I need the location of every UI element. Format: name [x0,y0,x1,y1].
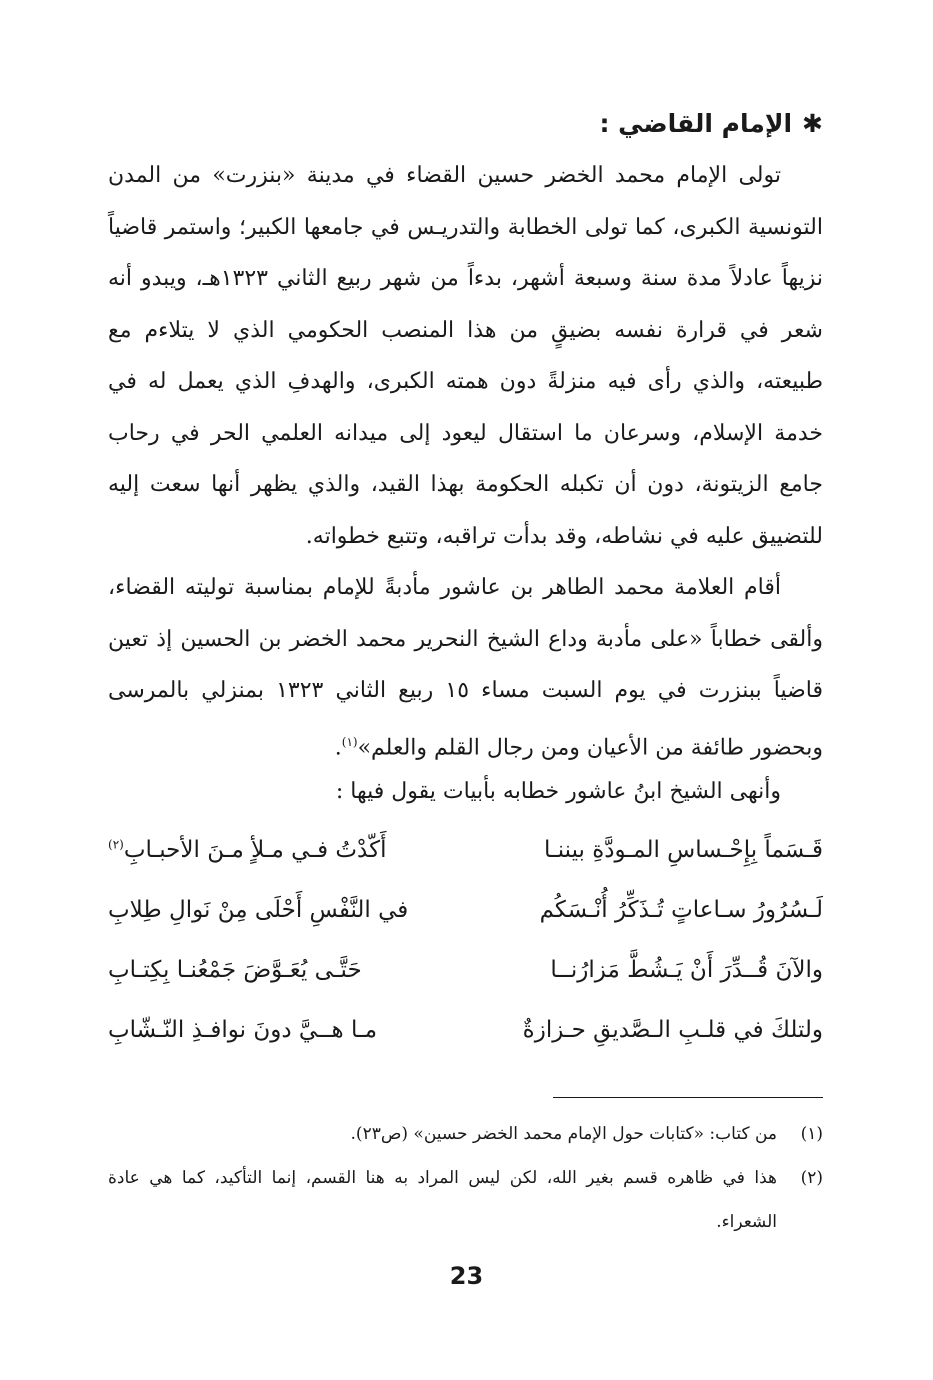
footnote-number: (١) [800,1124,823,1144]
section-heading-text: الإمام القاضي : [599,109,793,138]
footnote-ref-2: (٢) [108,837,124,852]
star-bullet-icon: ✱ [802,109,823,138]
verse-first-hemistich: قَـسَماً بِإِحْـساسِ المـودَّةِ بيننـا [543,837,823,863]
verse-second-hemistich-text: أَكّدْتُ فـي مـلأٍ مـنَ الأحبـابِ [123,837,387,863]
verse-second-hemistich: حَتَّـى يُعَـوَّضَ جَمْعُنـا بِكِتـابِ [108,957,362,983]
verse-first-hemistich: ولتلكَ في قلـبِ الـصَّديقِ حـزازةٌ [522,1017,823,1043]
page-number: 23 [449,1262,484,1290]
paragraph-1: تولى الإمام محمد الخضر حسين القضاء في مدينة «بنزرت» من المدن التونسية الكبرى، كما تولى الخطابة والتدريـس في جامعها الكبير؛ واستمر قاضياً نزيهاً عادلاً مدة سنة وسبعة أشهر، بدءاً من شهر ربيع الثاني ١٣٢٣هـ، ويبدو أنه شعر في قرارة نفسه بضيقٍ من هذا المنصب الحكومي الذي لا يتلاءم مع طبيعته، والذي رأى فيه منزلةً دون همته الكبرى، والهدفِ الذي يعمل له في خدمة الإسلام، وسرعان ما استقال ليعود إلى ميدانه العلمي الحر في رحاب جامع الزيتونة، دون أن تكبله الحكومة بهذا القيد، والذي يظهر أنها سعت إليه للتضييق عليه في نشاطه، وقد بدأت تراقبه، وتتبع خطواته. [108,163,823,549]
verse-first-hemistich: والآنَ قُــدِّرَ أَنْ يَـشُطَّ مَزارُنــا [550,957,823,983]
footnote-text: من كتاب: «كتابات حول الإمام محمد الخضر حسين» (ص٢٣). [350,1124,777,1144]
footnote-item [108,1156,823,1244]
verse-first-hemistich: لَـسُرُورُ سـاعاتٍ تُـذَكِّرُ أُنْـسَكُم [539,897,823,923]
verse-line [108,940,823,1000]
footnote-text: هذا في ظاهره قسم بغير الله، لكن ليس المراد به هنا القسم، إنما التأكيد، كما هي عادة الشعراء. [108,1168,777,1232]
paragraph-3: وأنهى الشيخ ابنُ عاشور خطابه بأبيات يقول فيها : [335,779,781,804]
footnote-ref-1: (١) [341,734,358,749]
footnote-divider [553,1097,823,1098]
footnote-item [108,1112,823,1156]
footnotes [108,1112,823,1244]
verse-second-hemistich: مـا هــيَّ دونَ نوافـذِ النّـشّابِ [108,1017,378,1043]
section-heading [599,104,823,144]
paragraph-2-text: أقام العلامة محمد الطاهر بن عاشور مأدبةً للإمام بمناسبة توليته القضاء، وألقى خطاباً «على مأدبة وداع الشيخ النحرير محمد الخضر بن الحسين إذ تعين قاضياً ببنزرت في يوم السبت مساء ١٥ ربيع الثاني ١٣٢٣ بمنزلي بالمرسى وبحضور طائفة من الأعيان ومن رجال القلم والعلم» [108,575,823,760]
verse-second-hemistich: في النَّفْسِ أَحْلَى مِنْ نَوالِ طِلابِ [108,897,409,923]
poem-verses [108,820,823,1060]
paragraph-2 [108,562,823,773]
paragraph-2-end: . [334,734,342,760]
verse-line [108,1000,823,1060]
verse-line [108,880,823,940]
footnote-number: (٢) [800,1168,823,1188]
verse-second-hemistich [108,837,443,863]
verse-line [108,820,823,880]
